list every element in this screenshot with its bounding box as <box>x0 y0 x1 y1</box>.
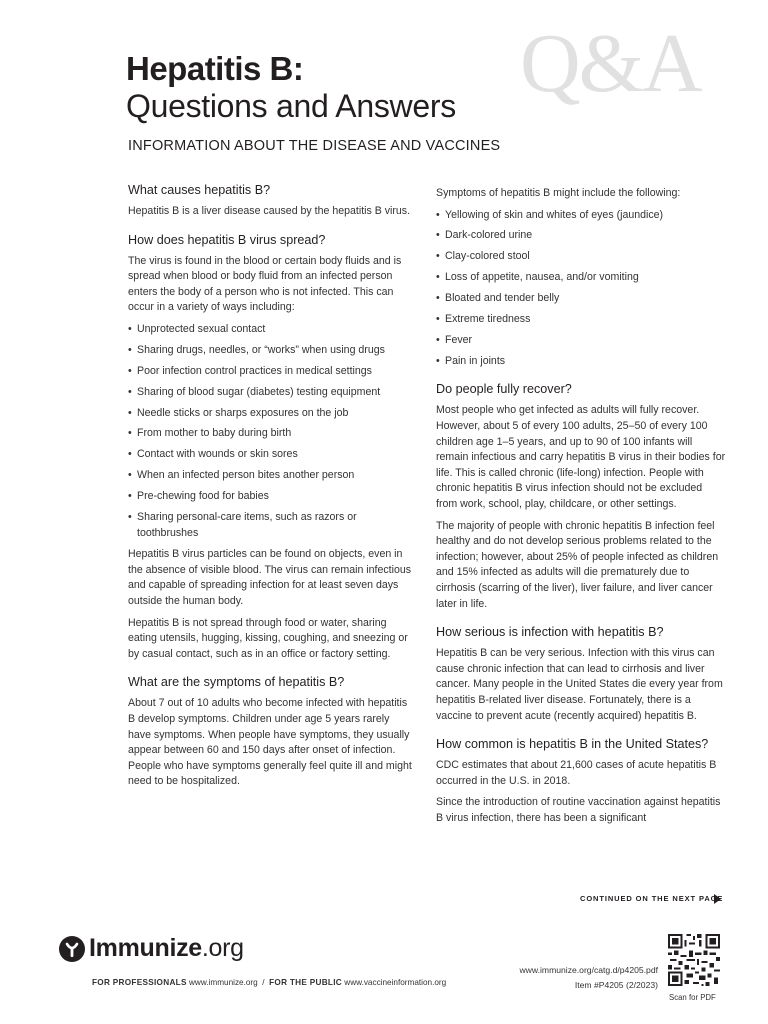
scan-label: Scan for PDF <box>669 993 716 1002</box>
answer-paragraph: The majority of people with chronic hepatitis B infection feel healthy and do not develop serious problems related to the infection; however, about 25% of people infected as children and 15% infected as adults will die prematurely due to cirrhosis (scarring of the liver), liver failure, and liver cancer later in life. <box>436 519 719 610</box>
page-subtitle: INFORMATION ABOUT THE DISEASE AND VACCINES <box>128 138 501 154</box>
list-item: • Pre-chewing food for babies <box>128 489 413 505</box>
list-item: • Yellowing of skin and whites of eyes (jaundice) <box>436 208 726 224</box>
public-label: FOR THE PUBLIC <box>269 978 342 987</box>
list-item: • Dark-colored urine <box>436 228 726 244</box>
list-item: • Fever <box>436 333 726 349</box>
question-heading: What are the symptoms of hepatitis B? <box>128 675 345 690</box>
answer-paragraph: About 7 out of 10 adults who become infected with hepatitis B develop symptoms. Children under age 5 years rarely have symptoms. When people have symptoms, they usually appear between 60 and 150 days after onset of infection. People who have symptoms generally feel quite ill and might need to be hospitalized. <box>128 697 412 788</box>
list-item: • Loss of appetite, nausea, and/or vomiting <box>436 270 726 286</box>
page-title-subline: Questions and Answers <box>126 88 456 124</box>
right-column <box>436 186 726 832</box>
immunize-logo[interactable] <box>58 934 244 963</box>
footer-links <box>92 978 446 987</box>
list-item: • Clay-colored stool <box>436 249 726 265</box>
question-heading: Do people fully recover? <box>436 382 572 397</box>
list-item: • Sharing personal-care items, such as razors or toothbrushes <box>128 510 413 541</box>
professionals-label: FOR PROFESSIONALS <box>92 978 187 987</box>
list-item: • When an infected person bites another person <box>128 468 413 484</box>
list-item: • Contact with wounds or skin sores <box>128 447 413 463</box>
separator: / <box>262 978 265 987</box>
answer-paragraph: Since the introduction of routine vaccination against hepatitis B virus infection, there has been a significant <box>436 796 721 824</box>
list-item: • From mother to baby during birth <box>128 426 413 442</box>
qr-code-icon[interactable] <box>668 934 720 986</box>
answer-paragraph: CDC estimates that about 21,600 cases of acute hepatitis B occurred in the U.S. in 2018. <box>436 759 717 787</box>
list-item: • Needle sticks or sharps exposures on the job <box>128 406 413 422</box>
symptoms-intro: Symptoms of hepatitis B might include the following: <box>436 187 681 199</box>
left-column <box>128 182 413 796</box>
answer-paragraph: Hepatitis B virus particles can be found on objects, even in the absence of visible blood. The virus can remain infectious and capable of spreading infection for at least seven days outside the human body. <box>128 548 412 607</box>
question-heading: What causes hepatitis B? <box>128 183 271 197</box>
public-link[interactable]: www.vaccineinformation.org <box>344 978 447 987</box>
list-item: • Poor infection control practices in medical settings <box>128 364 413 380</box>
list-item: • Unprotected sexual contact <box>128 322 413 338</box>
logo-text: Immunize.org <box>89 934 244 962</box>
answer-paragraph: Hepatitis B can be very serious. Infection with this virus can cause chronic infection that can lead to cirrhosis and liver cancer. Many people in the United States die every year from hepatitis B-related liver disease. Fortunately, there is a vaccine to prevent acute (recently acquired) hepatitis B. <box>436 647 723 722</box>
item-number: Item #P4205 (2/2023) <box>574 980 658 990</box>
list-item: • Pain in joints <box>436 354 726 370</box>
list-item: • Sharing drugs, needles, or “works” when using drugs <box>128 343 413 359</box>
continued-link[interactable]: CONTINUED ON THE NEXT PAGE <box>580 894 724 903</box>
qa-watermark: Q&A <box>520 17 701 110</box>
answer-paragraph: The virus is found in the blood or certain body fluids and is spread when blood or body fluid from an infected person enters the body of a person who is not infected. This can occur in a variety of ways including: <box>128 254 402 314</box>
answer-paragraph: Hepatitis B is a liver disease caused by the hepatitis B virus. <box>128 205 411 217</box>
answer-paragraph: Hepatitis B is not spread through food or water, sharing eating utensils, hugging, kissing, coughing, and sneezing or by casual contact, such as in an office or factory setting. <box>128 616 408 660</box>
question-heading: How does hepatitis B virus spread? <box>128 232 326 247</box>
triangle-right-icon[interactable] <box>714 894 721 904</box>
question-heading: How serious is infection with hepatitis B? <box>436 625 664 640</box>
page-title: Hepatitis B: <box>126 50 304 87</box>
symptoms-list <box>436 208 726 370</box>
list-item: • Bloated and tender belly <box>436 291 726 307</box>
question-heading: How common is hepatitis B in the United States? <box>436 737 709 752</box>
professionals-link[interactable]: www.immunize.org <box>189 978 258 987</box>
doc-url-link[interactable]: www.immunize.org/catg.d/p4205.pdf <box>519 965 658 975</box>
list-item: • Sharing of blood sugar (diabetes) testing equipment <box>128 385 413 401</box>
answer-paragraph: Most people who get infected as adults will fully recover. However, about 5 of every 100 adults, 25–50 of every 100 children age 1–5 years, and up to 90 of 100 infants will remain infectious and carry hepatitis B virus in their bodies for life. This is called chronic (life-long) infection. People with chronic hepatitis B virus infection should not be excluded from work, school, play, childcare, or other settings. <box>436 404 726 510</box>
footer-doc-info <box>519 963 658 993</box>
immunize-logo-icon <box>58 935 86 963</box>
list-item: • Extreme tiredness <box>436 312 726 328</box>
spread-list <box>128 322 413 541</box>
